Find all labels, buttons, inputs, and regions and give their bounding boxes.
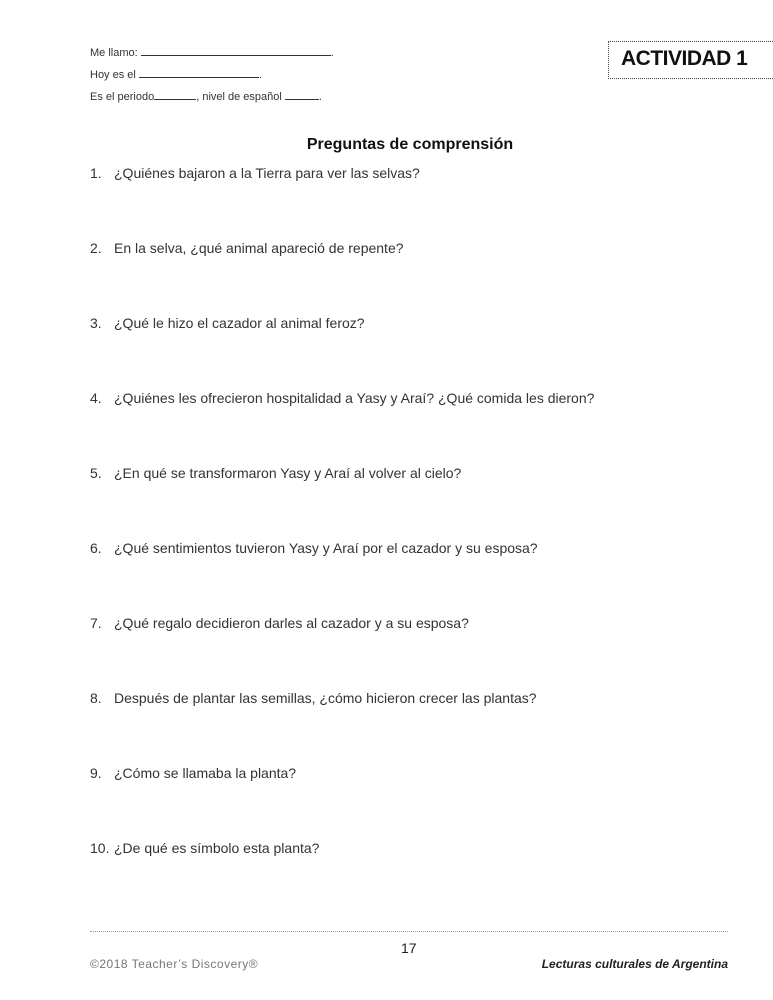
punct: .	[258, 69, 262, 81]
date-field[interactable]	[90, 67, 262, 81]
question-item	[90, 315, 365, 331]
footer-divider	[90, 931, 728, 932]
question-text: ¿Quiénes bajaron a la Tierra para ver las selvas?	[114, 165, 420, 181]
question-item	[90, 765, 296, 781]
question-number: 9.	[90, 765, 102, 781]
question-text: ¿En qué se transformaron Yasy y Araí al volver al cielo?	[114, 465, 462, 481]
question-text: ¿De qué es símbolo esta planta?	[114, 840, 320, 856]
activity-badge	[608, 41, 773, 79]
level-blank[interactable]	[285, 89, 319, 100]
date-blank[interactable]	[139, 67, 259, 78]
period-label: Es el periodo	[90, 91, 155, 103]
question-text: ¿Quiénes les ofrecieron hospitalidad a Yasy y Araí? ¿Qué comida les dieron?	[114, 390, 595, 406]
date-label: Hoy es el	[90, 69, 136, 81]
question-number: 5.	[90, 465, 102, 481]
question-item	[90, 390, 594, 406]
activity-label: ACTIVIDAD 1	[621, 47, 748, 70]
question-number: 2.	[90, 240, 102, 256]
question-item	[90, 540, 538, 556]
name-label: Me llamo:	[90, 47, 138, 59]
question-item	[90, 465, 461, 481]
question-item	[90, 165, 420, 181]
page-number: 17	[401, 940, 417, 956]
period-field[interactable]	[90, 89, 322, 103]
page-title: Preguntas de comprensión	[306, 136, 514, 153]
question-number: 6.	[90, 540, 102, 556]
question-text: En la selva, ¿qué animal apareció de repente?	[114, 240, 404, 256]
question-number: 3.	[90, 315, 102, 331]
name-field[interactable]	[90, 45, 334, 59]
question-item	[90, 240, 404, 256]
question-text: Después de plantar las semillas, ¿cómo hicieron crecer las plantas?	[114, 690, 537, 706]
question-number: 7.	[90, 615, 102, 631]
question-number: 1.	[90, 165, 102, 181]
level-label: , nivel de español	[196, 91, 282, 103]
copyright: ©2018 Teacher’s Discovery®	[90, 957, 259, 971]
book-title: Lecturas culturales de Argentina	[541, 957, 728, 971]
question-item	[90, 615, 469, 631]
question-text: ¿Qué le hizo el cazador al animal feroz?	[114, 315, 365, 331]
punct: .	[318, 91, 322, 103]
name-blank[interactable]	[141, 45, 331, 56]
question-text: ¿Cómo se llamaba la planta?	[114, 765, 297, 781]
question-number: 4.	[90, 390, 102, 406]
question-text: ¿Qué regalo decidieron darles al cazador y a su esposa?	[114, 615, 469, 631]
question-number: 8.	[90, 690, 102, 706]
question-number: 10.	[90, 840, 110, 856]
question-item	[90, 840, 319, 856]
question-text: ¿Qué sentimientos tuvieron Yasy y Araí por el cazador y su esposa?	[114, 540, 538, 556]
punct: .	[330, 47, 334, 59]
period-blank[interactable]	[154, 89, 196, 100]
question-item	[90, 690, 537, 706]
